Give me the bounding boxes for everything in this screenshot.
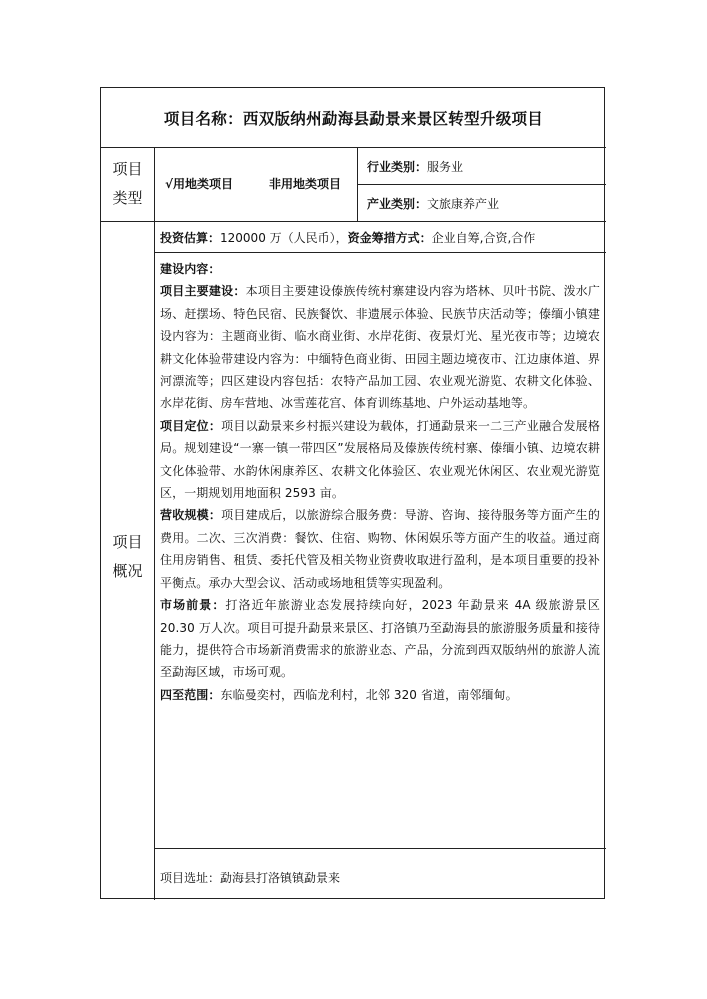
investment-line [160,229,535,246]
product-category-label: 产业类别： [367,197,428,211]
boundary-text: 东临曼奕村，西临龙利村，北邻 320 省道，南邻缅甸。 [220,687,518,702]
positioning-label: 项目定位： [160,418,222,433]
divider [155,252,606,253]
product-category [367,195,499,212]
positioning-paragraph [160,415,600,505]
divider [101,221,606,222]
product-category-value: 文旅康养产业 [427,197,500,211]
revenue-paragraph [160,504,600,594]
investment-label: 投资估算： [160,231,221,245]
project-type-label-line1: 项目 [112,160,143,178]
main-construction-label: 项目主要建设： [160,284,246,299]
market-label: 市场前景： [160,598,226,613]
boundary-paragraph [160,684,600,706]
positioning-text: 项目以勐景来乡村振兴建设为载体，打通勐景来一二三产业融合发展格局。规划建设“一寨一镇一带四区”发展格局及傣族传统村寨、傣缅小镇、边境农耕文化体验带、水韵休闲康养区、农耕文化体验区、农业观光休闲区、农业观光游览区，一期规划用地面积 2593 亩。 [160,418,600,501]
project-overview-label-line2: 概况 [112,562,143,580]
project-info-table [100,87,605,899]
investment-value: 120000 万（人民币）， [220,231,348,245]
divider [154,147,155,900]
project-overview-label-line1: 项目 [112,533,143,551]
market-text: 打洛近年旅游业态发展持续向好，2023 年勐景来 4A 级旅游景区 20.30 万人次。项目可提升勐景来景区、打洛镇乃至勐海县的旅游服务质量和接待能力，提供符合市场新消费需求的旅游业态、产品，分流到西双版纳州的旅游人流至勐海区域，市场可观。 [160,598,600,680]
industry-category [367,158,463,175]
construction-heading: 建设内容： [160,262,221,276]
funding-value: 企业自筹,合资,合作 [431,231,536,245]
boundary-label: 四至范围： [160,687,221,702]
project-type-label [101,155,154,213]
project-type-label-line2: 类型 [112,189,143,207]
main-construction-paragraph [160,280,600,414]
project-title: 项目名称：西双版纳州勐海县勐景来景区转型升级项目 [163,109,544,128]
non-land-use-project-option: 非用地类项目 [269,177,342,191]
industry-category-label: 行业类别： [367,160,428,174]
project-overview-label [101,528,154,586]
project-site: 项目选址：勐海县打洛镇镇勐景来 [160,871,341,885]
main-construction-text: 本项目主要建设傣族传统村寨建设内容为塔林、贝叶书院、泼水广场、赶摆场、特色民宿、民族餐饮、非遗展示体验、民族节庆活动等；傣缅小镇建设内容为：主题商业街、临水商业街、水岸花街、夜景灯光、星光夜市等；边境农耕文化体验带建设内容为：中缅特色商业街、田园主题边境夜市、江边康体道、界河漂流等；四区建设内容包括：农特产品加工园、农业观光游览、农耕文化体验、水岸花街、房车营地、冰雪莲花宫、体育训练基地、户外运动基地等。 [160,284,601,411]
land-use-project-option: √用地类项目 [165,177,234,191]
funding-label: 资金筹措方式： [347,231,432,245]
divider [155,848,606,849]
divider [357,184,606,185]
industry-category-value: 服务业 [427,160,464,174]
overview-content [160,258,600,706]
revenue-text: 项目建成后，以旅游综合服务费：导游、咨询、接待服务等方面产生的费用。二次、三次消费：餐饮、住宿、购物、休闲娱乐等方面产生的收益。通过商住用房销售、租赁、委托代管及相关物业资费收取进行盈利，是本项目重要的投补平衡点。承办大型会议、活动或场地租赁等实现盈利。 [160,508,600,590]
market-paragraph [160,594,600,684]
divider [101,147,606,148]
divider [357,147,358,221]
revenue-label: 营收规模： [160,508,222,523]
